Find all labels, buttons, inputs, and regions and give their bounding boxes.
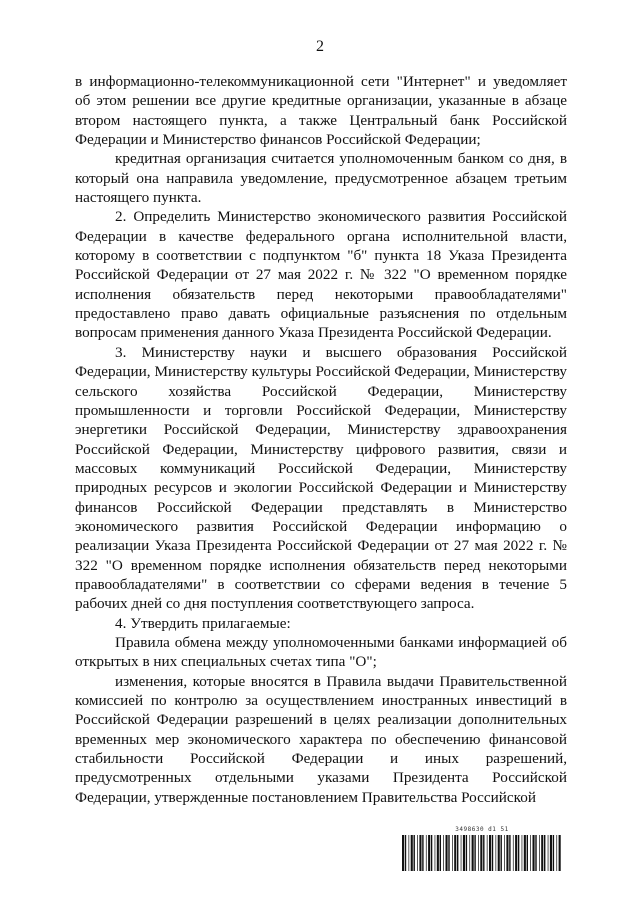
- paragraph-1-continuation: в информационно-телекоммуникационной сети "Интернет" и уведомляет об этом решении все другие кредитные организации, указанные в абзаце втором настоящего пункта, а также Центральный банк Российской Федерации и Министерство финансов Российской Федерации;: [75, 73, 567, 149]
- paragraph-item-2: 2. Определить Министерство экономического развития Российской Федерации в качестве федерального органа исполнительной власти, которому в соответствии с подпунктом "б" пункта 18 Указа Президента Российской Федерации от 27 мая 2022 г. № 322 "О временном порядке исполнения обязательств перед некоторыми правообладателями" предоставлено право давать официальные разъяснения по отдельным вопросам применения данного Указа Президента Российской Федерации.: [75, 208, 567, 342]
- paragraph-amendments: изменения, которые вносятся в Правила выдачи Правительственной комиссией по контролю за осуществлением иностранных инвестиций в Российской Федерации разрешений в целях реализации дополнительных временных мер экономического характера по обеспечению финансовой стабильности Российской Федерации и иных разрешений, предусмотренных отдельными указами Президента Российской Федерации, утвержденные постановлением Правительства Российской: [75, 672, 567, 806]
- paragraph-item-4: 4. Утвердить прилагаемые:: [115, 614, 291, 632]
- barcode-number: 3498630 d1 51: [455, 826, 509, 833]
- document-body: [75, 72, 567, 807]
- barcode-block: [402, 826, 562, 876]
- page-number: 2: [316, 38, 324, 55]
- paragraph-authorized-bank: кредитная организация считается уполномоченным банком со дня, в который она направила уведомление, предусмотренное абзацем третьим настоящего пункта.: [75, 150, 567, 207]
- barcode-icon: [402, 835, 562, 871]
- paragraph-exchange-rules: Правила обмена между уполномоченными банками информацией об открытых в них специальных счетах типа "О";: [75, 633, 567, 671]
- paragraph-item-3: 3. Министерству науки и высшего образования Российской Федерации, Министерству культуры Российской Федерации, Министерству сельского хозяйства Российской Федерации, Министерству промышленности и торговли Российской Федерации, Министерству энергетики Российской Федерации, Министерству здравоохранения Российской Федерации, Министерству цифрового развития, связи и массовых коммуникаций Российской Федерации, Министерству природных ресурсов и экологии Российской Федерации и Министерству финансов Российской Федерации представлять в Министерство экономического развития Российской Федерации информацию о реализации Указа Президента Российской Федерации от 27 мая 2022 г. № 322 "О временном порядке исполнения обязательств перед некоторыми правообладателями" в соответствии со сферами ведения в течение 5 рабочих дней со дня поступления соответствующего запроса.: [75, 343, 567, 613]
